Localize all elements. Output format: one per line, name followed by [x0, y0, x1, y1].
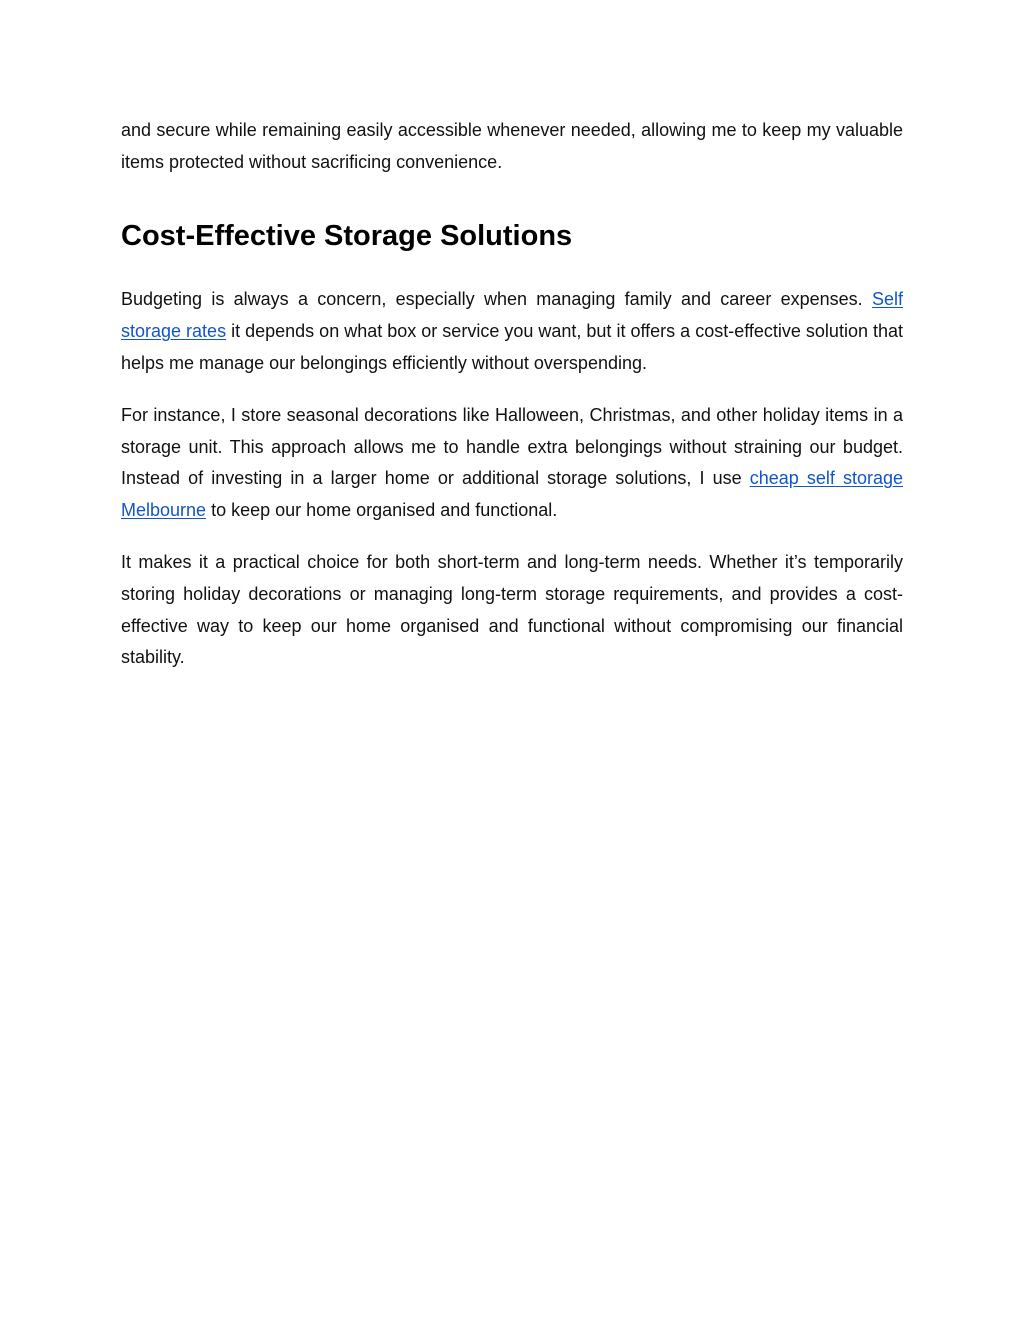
document-body	[121, 115, 903, 695]
budget-paragraph-text-end: it depends on what box or service you want, but it offers a cost-effective solution that helps me manage our belongings efficiently without overspending.	[121, 321, 903, 373]
seasonal-paragraph	[121, 400, 903, 527]
seasonal-paragraph-text-start: For instance, I store seasonal decorations like Halloween, Christmas, and other holiday items in a storage unit. This approach allows me to handle extra belongings without straining our budget. Instead of investing in a larger home or additional storage solutions, I use	[121, 405, 903, 489]
cheap-self-storage-melbourne-link[interactable]: cheap self storage Melbourne	[121, 468, 904, 521]
intro-paragraph: and secure while remaining easily accessible whenever needed, allowing me to keep my valuable items protected without sacrificing convenience.	[121, 120, 903, 172]
practical-choice-paragraph: It makes it a practical choice for both short-term and long-term needs. Whether it’s temporarily storing holiday decorations or managing long-term storage requirements, and provides a cost-effective way to keep our home organised and functional without compromising our financial stability.	[121, 552, 903, 668]
self-storage-rates-link[interactable]: Self storage rates	[121, 289, 903, 342]
budget-paragraph	[121, 284, 903, 379]
section-heading: Cost-Effective Storage Solutions	[121, 220, 573, 253]
seasonal-paragraph-text-end: to keep our home organised and functional.	[206, 500, 558, 521]
budget-paragraph-text-start: Budgeting is always a concern, especially when managing family and career expenses.	[121, 289, 872, 310]
